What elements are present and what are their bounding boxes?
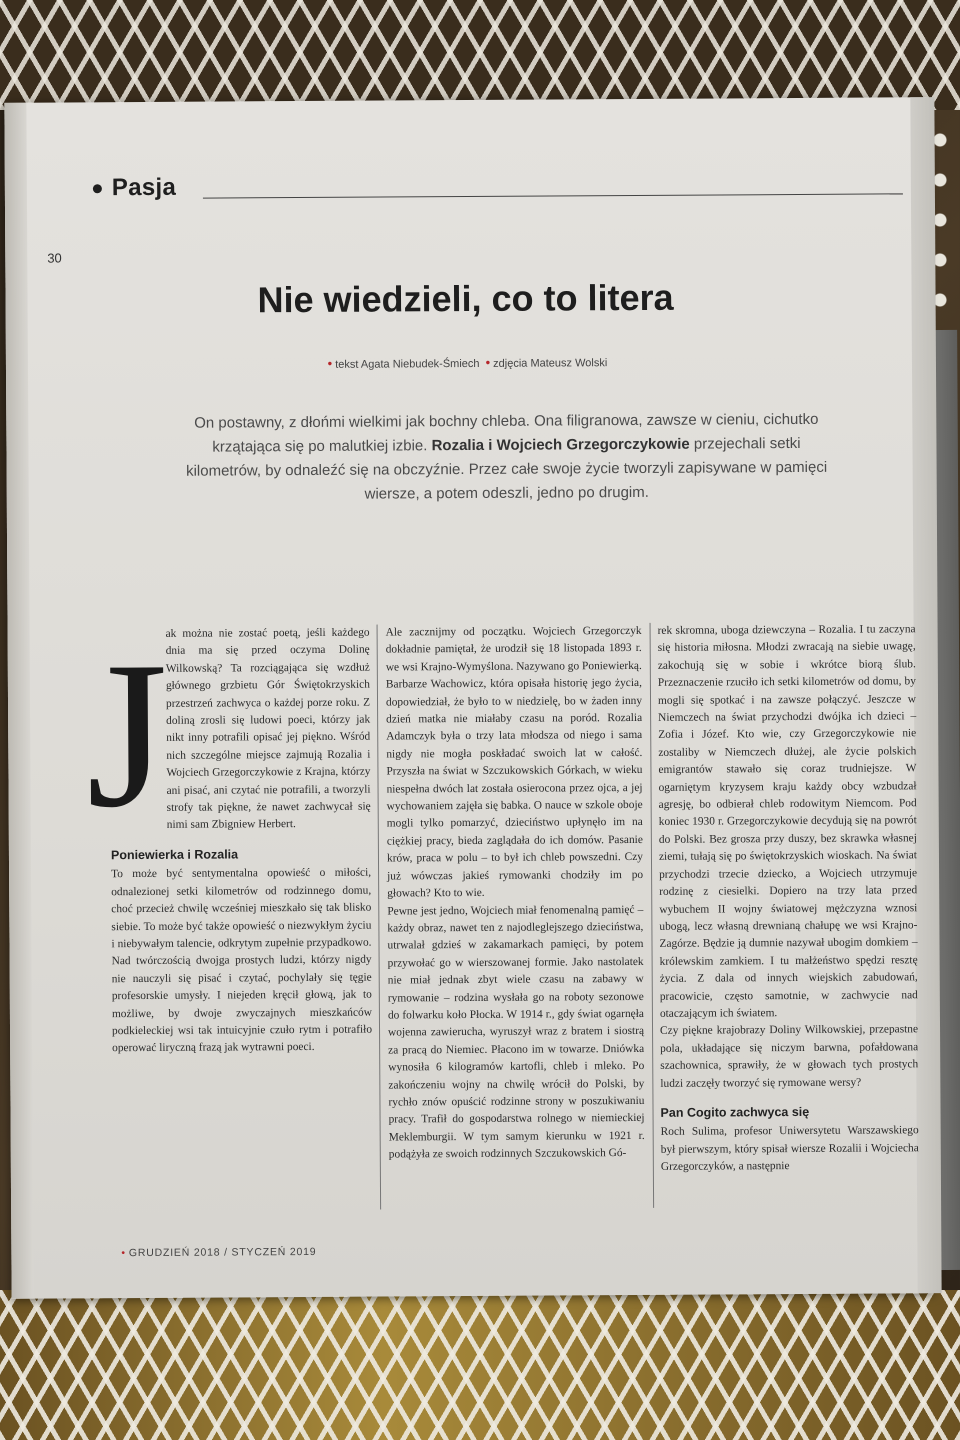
section-label: Pasja: [93, 174, 176, 203]
bullet-icon: •: [121, 1247, 126, 1260]
lace-tablecloth-top: [0, 0, 960, 110]
credit-photo: zdjęcia Mateusz Wolski: [493, 357, 608, 370]
bullet-icon: •: [327, 355, 333, 371]
lead-highlight: Rozalia i Wojciech Grzegorczykowie: [431, 435, 690, 455]
article-credits: [206, 353, 726, 371]
bullet-icon: •: [485, 354, 491, 370]
subheading: Poniewierka i Rozalia: [110, 847, 239, 863]
magazine-page: [4, 97, 933, 1299]
credit-text: tekst Agata Niebudek-Śmiech: [335, 357, 480, 371]
subheading: Pan Cogito zachwyca się: [660, 1104, 810, 1120]
body-paragraph: rek skromna, uboga dziewczyna – Rozalia. I tu zaczyna się historia miłosna. Młodzi zwracają na siebie uwagę, zakochują się w sobie i wkrótce biorą ślub. Przeznaczenie rzuciło ich setki kilometrów od domu, by mogli się spotkać i na zawsze połączyć. Jeszcze w Niemczech na świat przychodzi dwójka ich dzieci – Zofia i Józef. Kto wie, czy Grzegorczykowie nie zostaliby w Niemczech dłużej, ale życie polskich emigrantów stawało się coraz trudniejsze. W ogarniętym kryzysem kraju każdy obcy wzbudzał agresję, bo odbierał chleb rodowitym Niemcom. Pod koniec 1930 r. Grzegorczykowie decydują się na powrót do Polski. Bez grosza przy duszy, bez skrawka własnej ziemi, tułają się po świętokrzyskich wioskach. Na świat przychodzi trzecie dziecko, a Wojciech utrzymuje rodzinę z ciesielki. Dopiero na trzy lata przed wybuchem II wojny światowej mężczyzna wznosi ubogą, lecz własną drewnianą chałupę we wsi Krajno-Zagórze. Będzie ją dumnie nazywał ubogim domkiem – królewskim zamkiem. I tu małżeństwo spędzi resztę życia. Z dala od innych wiejskich zabudowań, pracowicie, często samotnie, w zachwycie nad otaczającym ich światem.: [657, 623, 918, 1020]
page-stack-edge: [4, 103, 33, 1299]
section-rule: [203, 193, 903, 198]
body-paragraph: Roch Sulima, profesor Uniwersytetu Warszawskiego był pierwszym, który spisał wiersze Rozalii i Wojciecha Grzegorczyków, a następnie: [660, 1124, 919, 1174]
page-number: 30: [47, 250, 62, 266]
body-paragraph: Czy piękne krajobrazy Doliny Wilkowskiej, przepastne pola, układające się niczym barwna, pofałdowana szachownica, sprawiły, że w głowach tych prostych ludzi zaczęły tworzyć się rymowane wersy?: [660, 1023, 919, 1090]
body-paragraph: To może być sentymentalna opowieść o miłości, odnalezionej setki kilometrów od rodzinnego domu, choć przecież chwilę wcześniej mieszkało się tak blisko siebie. To może być także opowieść o niezwykłym życiu i niebywałym talencie, odkrytym zupełnie przypadkowo. Nad twórczością dwojga prostych ludzi, którzy nigdy nie nauczyli się pisać i czytać, pochylały się tęgie profesorskie umysły. I niejeden kręcił głową, jak to możliwe, by dwoje zwyczajnych mieszkańców podkieleckiej wsi tak intuicyjnie czuło rytm i potrafiło operować liryczną frazą jak wytrawni poeci.: [111, 866, 373, 1055]
text-column-3: [658, 621, 919, 1176]
text-column-2: [386, 623, 645, 1164]
issue-footer: • GRUDZIEŃ 2018 / STYCZEŃ 2019: [121, 1245, 317, 1260]
column-divider: [377, 625, 382, 1210]
bullet-icon: [93, 184, 102, 193]
text-column-1: [110, 625, 373, 1058]
article-lead: On postawny, z dłońmi wielkimi jak bochny chleba. Ona filigranowa, zawsze w cieniu, cichutko krzątająca się po malutkiej izbie. Rozalia i Wojciech Grzegorczykowie przejechali setki kilometrów, by odnaleźć się na obczyźnie. Przez całe swoje życie tworzyli zapisywane w pamięci wiersze, a potem odeszli, jedno po drugim.: [185, 410, 828, 503]
article-title: Nie wiedzieli, co to litera: [257, 276, 674, 321]
body-paragraph: Ale zacznijmy od początku. Wojciech Grzegorczyk dokładnie pamiętał, że urodził się 18 listopada 1893 r. we wsi Krajno-Wymyślona. Nazywano go Poniewierką. Barbarze Wachowicz, która opisała historię jego życia, dopowiedział, że było to w niedzielę, bo w żaden inny dzień matka nie miałaby czasu na poród. Rozalia Adamczyk była o trzy lata młodsza od niego i sama nigdy nie mogła poskładać swoich lat w całość. Przyszła na świat w Szczukowskich Górkach, w wieku niespełna dwóch lat została osierocona przez ojca, a jej wychowaniem zajęła się babka. O nauce w szkole oboje mogli tylko pomarzyć, dzieciństwo upłynęło im na ciężkiej pracy, bieda zaglądała do ich domów. Pasanie krów, praca w polu – to był ich chleb powszedni. Czy już wówczas jakieś rymowanki chodziły im po głowach? Kto to wie.: [385, 624, 644, 900]
drop-cap: J: [85, 618, 169, 852]
intro-paragraph: ak można nie zostać poetą, jeśli każdego dnia ma się przed oczyma Dolinę Wilkowską? Ta rozciągająca się wzdłuż głównego grzbietu Gór Świętokrzyskich przestrzeń zachwyca o każdej porze roku. Z doliną zrosli się ludowi poeci, którzy jak nikt inny potrafili opisać jej piękno. Wśród nich szczególne miejsce zajmują Rozalia i Wojciech Grzegorczykowie z Krajna, którzy ani pisać, ani czytać nie potrafili, a tworzyli strofy tak piękne, że nawet zachwycał się nimi sam Zbigniew Herbert.: [165, 626, 371, 832]
column-divider: [650, 623, 655, 1208]
lace-tablecloth-bottom: [0, 1290, 960, 1440]
body-paragraph: Pewne jest jedno, Wojciech miał fenomenalną pamięć – każdy obraz, nawet ten z najodleglejszego dzieciństwa, utrwalał gdzieś w zakamarkach pamięci, by potem przywołać go w wierszowanej formie. Jako nastolatek nie miał jednak zbyt wiele czasu na zabawy w rymowanie – rodzina wysłała go na roboty sezonowe do folwarku koło Płocka. W 1914 r., gdy świat ogarnęła wojenna zawierucha, wyruszył wraz z bratem i siostrą za pracą do Niemiec. Płacono im w towarze. Dniówka wynosiła 6 kilogramów kartofli, chleb i mleko. Po zakończeniu wojny na chwilę wrócił do Polski, by rychło znów opuścić rodzinne strony w poszukiwaniu pracy. Trafił do gospodarstwa rolnego w niemieckiej Meklemburgii. W tym samym kierunku w 1921 r. podążyła ze swoich rodzinnych Szczukowskich Gó-: [387, 903, 645, 1161]
